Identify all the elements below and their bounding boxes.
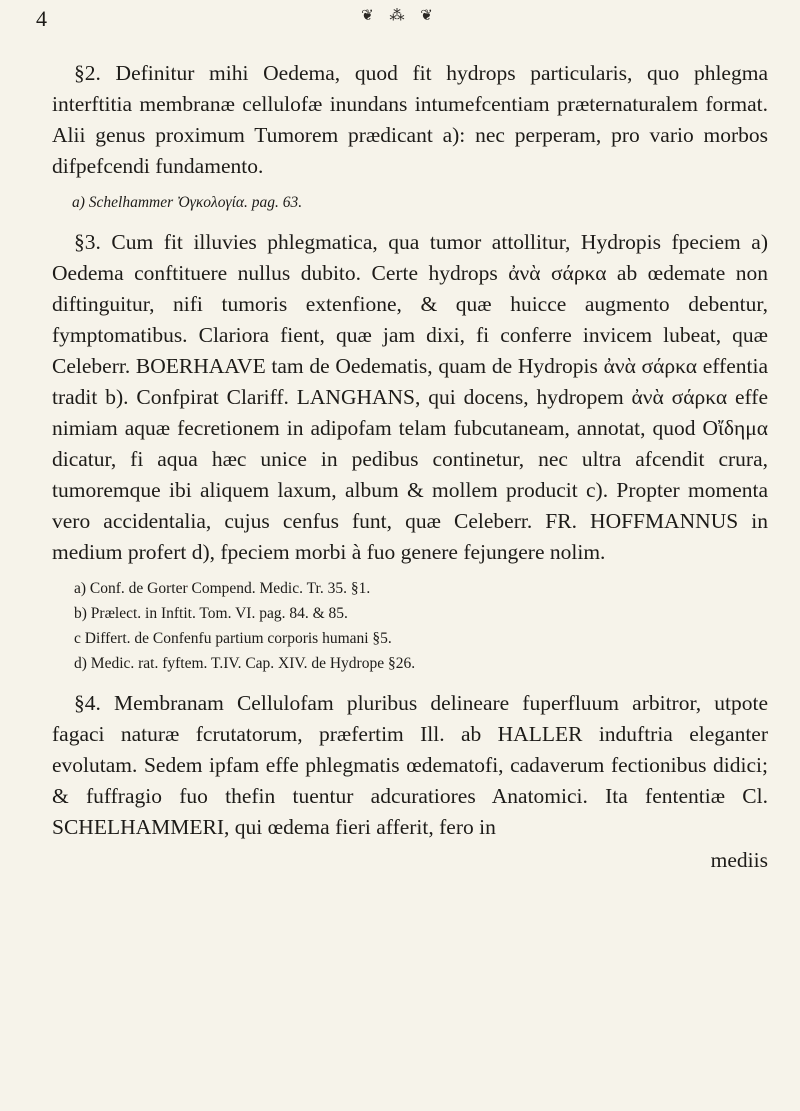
body-text bbox=[52, 58, 768, 876]
catchword: mediis bbox=[710, 848, 768, 872]
footnote-2a: a) Schelhammer Ὀγκολογία. pag. 63. bbox=[72, 194, 303, 211]
paragraph-4 bbox=[52, 688, 768, 843]
footnotes-2 bbox=[52, 190, 768, 215]
paragraph-3-text: §3. Cum fit illuvies phlegmatica, qua tumor attollitur, Hydropis fpeciem a) Oedema conftituere nullus dubito. Certe hydrops ἀνὰ σάρκα ab œdemate non diftinguitur, nifi tumoris extenfione, & quæ huicce augmento debentur, fymptomatibus. Clariora fient, quæ jam dixi, fi conferre invicem lubeat, quæ Celeberr. BOERHAAVE tam de Oedematis, quam de Hydropis ἀνὰ σάρκα effentia tradit b). Confpirat Clariff. LANGHANS, qui docens, hydropem ἀνὰ σάρκα effe nimiam aquæ fecretionem in adipofam telam fubcutaneam, annotat, quod Οἴδημα dicatur, fi aqua hæc unice in pedibus continetur, nec ultra afcendit crura, tumoremque ibi aliquem laxum, album & mollem producit c). Propter momenta vero accidentalia, cujus cenfus funt, quæ Celeberr. FR. HOFFMANNUS in medium profert d), fpeciem morbi à fuo genere fejungere nolim. bbox=[52, 230, 768, 564]
footnote-3a: a) Conf. de Gorter Compend. Medic. Tr. 35. §1. bbox=[74, 580, 371, 597]
page-number: 4 bbox=[36, 6, 47, 31]
footnote-3c: c Differt. de Confenfu partium corporis humani §5. bbox=[74, 630, 392, 647]
paragraph-3 bbox=[52, 227, 768, 568]
footnote-3d: d) Medic. rat. fyftem. T.IV. Cap. XIV. de Hydrope §26. bbox=[74, 655, 416, 672]
paragraph-2-text: §2. Definitur mihi Oedema, quod fit hydrops particularis, quo phlegma interftitia membranæ cellulofæ inundans intumefcentiam præternaturalem format. Alii genus proximum Tumorem prædicant a): nec perperam, pro vario morbos difpefcendi fundamento. bbox=[52, 61, 768, 178]
paragraph-4-text: §4. Membranam Cellulofam pluribus delineare fuperfluum arbitror, utpote fagaci naturæ fcrutatorum, præfertim Ill. ab HALLER induftria eleganter evolutam. Sedem ipfam effe phlegmatis œdematofi, cadaverum fectionibus didici; & fuffragio fuo thefin tuentur adcuratiores Anatomici. Ita fententiæ Cl. SCHELHAMMERI, qui œdema fieri afferit, fero in bbox=[52, 691, 768, 839]
footnotes-3 bbox=[52, 576, 768, 676]
footnote-3b: b) Prælect. in Inftit. Tom. VI. pag. 84. & 85. bbox=[74, 605, 348, 622]
header-ornament: ❦ ⁂ ❦ bbox=[361, 8, 439, 24]
paragraph-2 bbox=[52, 58, 768, 182]
